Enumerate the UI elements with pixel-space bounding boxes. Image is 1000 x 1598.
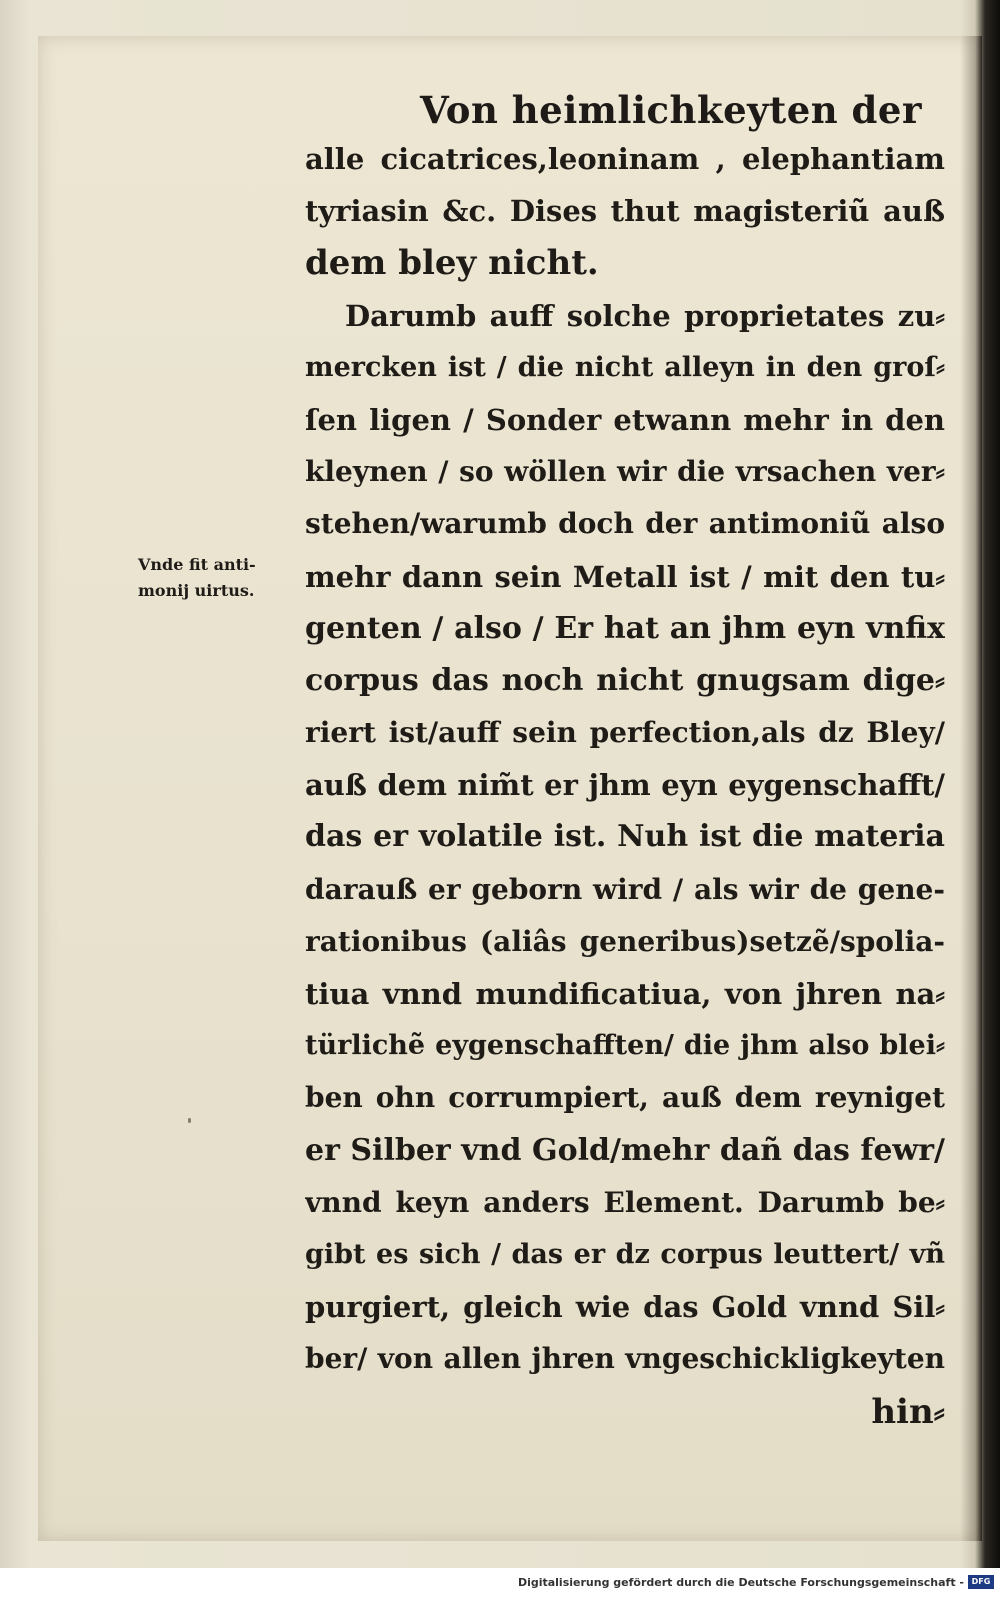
margin-note-line: Vnde fit anti- [138,555,256,574]
text-line: corpus das noch nicht gnugsam dige⸗ [305,662,945,698]
text-line: das er volatile ist. Nuh ist die materia [305,819,945,855]
text-line: ber/ von allen jhren vngeschickligkeyten [305,1342,945,1376]
text-line: gibt es sich / das er dz corpus leuttert/ vñ [305,1238,945,1270]
text-line: genten / also / Er hat an jhm eyn vnfix [305,610,945,646]
text-line: ben ohn corrumpiert, auß dem reyniget [305,1081,945,1115]
margin-note [138,552,298,604]
text-line: tyriasin &c. Dises thut magisteriũ auß [305,194,945,229]
margin-note-line: monij uirtus. [138,581,255,600]
text-line: vnnd keyn anders Element. Darumb be⸗ [305,1185,945,1219]
text-line: Darumb auff solche proprietates zu⸗ [345,298,945,333]
text-line: türlichẽ eygenschafften/ die jhm also blei⸗ [305,1030,945,1062]
text-line: mehr dann sein Metall ist / mit den tu⸗ [305,559,945,594]
text-line: auß dem nim̃t er jhm eyn eygenschafft/ [305,768,945,803]
dfg-logo: DFG [968,1575,994,1589]
catchword: hin⸗ [871,1391,945,1432]
text-line: mercken ist / die nicht alleyn in den groſ⸗ [305,351,945,383]
running-head: Von heimlichkeyten der [420,88,922,132]
text-line: kleynen / so wöllen wir die vrsachen ver⸗ [305,455,945,489]
text-line: darauß er geborn wird / als wir de gene- [305,872,945,906]
text-line: dem bley nicht. [305,243,599,284]
page-gutter-shadow [960,36,982,1541]
text-line: riert ist/auff sein perfection,als dz Bley/ [305,716,945,750]
text-line: rationibus (aliâs generibus)setzẽ/spolia- [305,924,945,958]
body-text [305,133,945,1438]
text-line: er Silber vnd Gold/mehr dañ das fewr/ [305,1132,945,1168]
footer-credit-bar [0,1568,1000,1598]
text-line: ſen ligen / Sonder etwann mehr in den [305,402,945,437]
text-line: alle cicatrices,leoninam , elephantiam [305,142,945,176]
text-line: stehen/warumb doch der antimoniũ also [305,507,945,541]
text-line: tiua vnnd mundificatiua, von jhren na⸗ [305,977,945,1011]
funding-credit: Digitalisierung gefördert durch die Deutsche Forschungsgemeinschaft - [517,1576,964,1589]
text-line: purgiert, gleich wie das Gold vnnd Sil⸗ [305,1290,945,1325]
paper-speck [188,1118,191,1123]
